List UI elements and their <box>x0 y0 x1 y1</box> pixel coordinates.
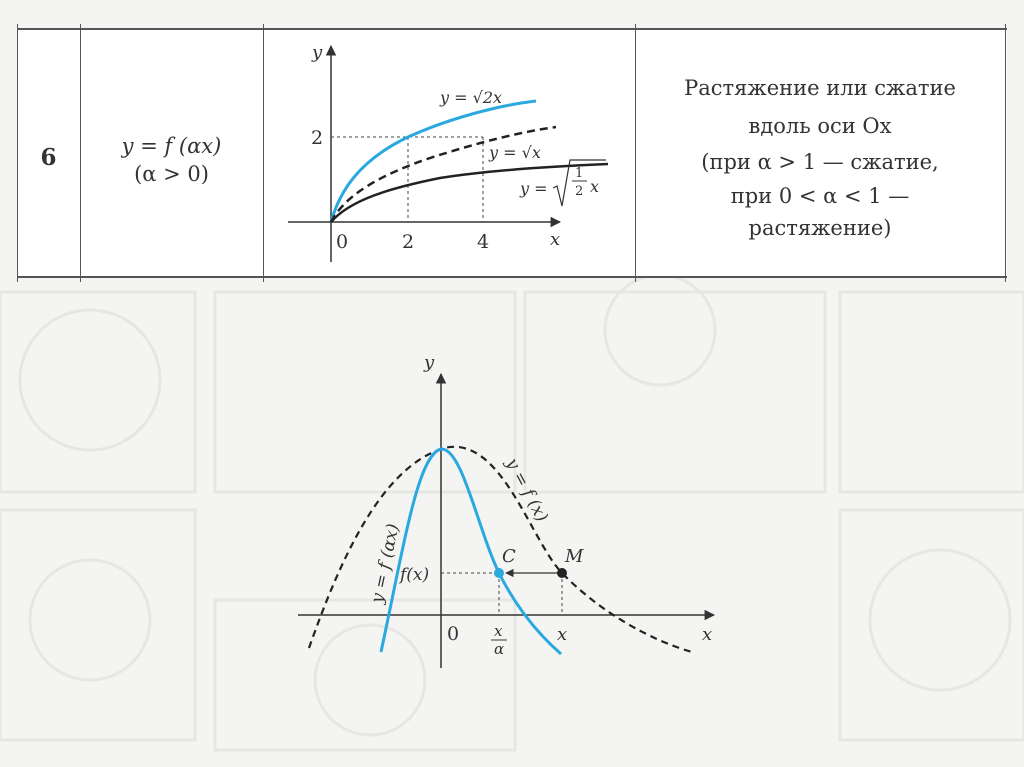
description-line-2: вдоль оси Ox <box>748 114 892 138</box>
description-line-4: при 0 < α < 1 — <box>730 184 910 208</box>
top-tick-x-2: 2 <box>402 231 415 253</box>
top-origin-label: 0 <box>336 231 349 253</box>
row-number: 6 <box>40 144 57 171</box>
tick-frac-den: α <box>494 640 505 658</box>
tick-x-over-alpha <box>491 622 507 658</box>
formula-line-1: y = f (αx) <box>121 134 222 158</box>
tick-x: x <box>557 624 568 645</box>
top-tick-x-4: 4 <box>477 231 490 253</box>
label-point-c: C <box>502 546 516 567</box>
label-sqrt-half-num: 1 <box>575 166 584 181</box>
tick-frac-num: x <box>494 622 503 640</box>
label-y-f-x: y = f (x) <box>501 454 552 526</box>
description-line-1: Растяжение или сжатие <box>684 76 956 100</box>
formula-line-2: (α > 0) <box>134 162 209 186</box>
label-y-f-alpha-x: y = f (αx) <box>367 521 404 606</box>
bottom-x-axis-label: x <box>702 624 713 645</box>
top-tick-y-2: 2 <box>311 127 324 149</box>
top-y-axis-label: y <box>312 42 323 63</box>
label-sqrt-half-prefix: y = <box>520 179 548 198</box>
label-sqrt-2x: y = √2x <box>440 88 503 107</box>
curve-f-alpha-x <box>381 449 561 654</box>
point-c <box>494 568 504 578</box>
bottom-y-axis-label: y <box>424 352 435 373</box>
description-line-5: растяжение) <box>748 216 892 240</box>
bottom-origin-label: 0 <box>447 623 460 645</box>
description-line-3: (при α > 1 — сжатие, <box>701 150 939 174</box>
top-x-axis-label: x <box>550 229 561 250</box>
label-point-m: M <box>565 546 584 567</box>
point-m <box>557 568 567 578</box>
label-sqrt-half-var: x <box>590 177 600 196</box>
label-sqrt-x: y = √x <box>489 143 541 162</box>
label-fx: f(x) <box>400 565 430 585</box>
label-sqrt-half-den: 2 <box>575 184 584 199</box>
